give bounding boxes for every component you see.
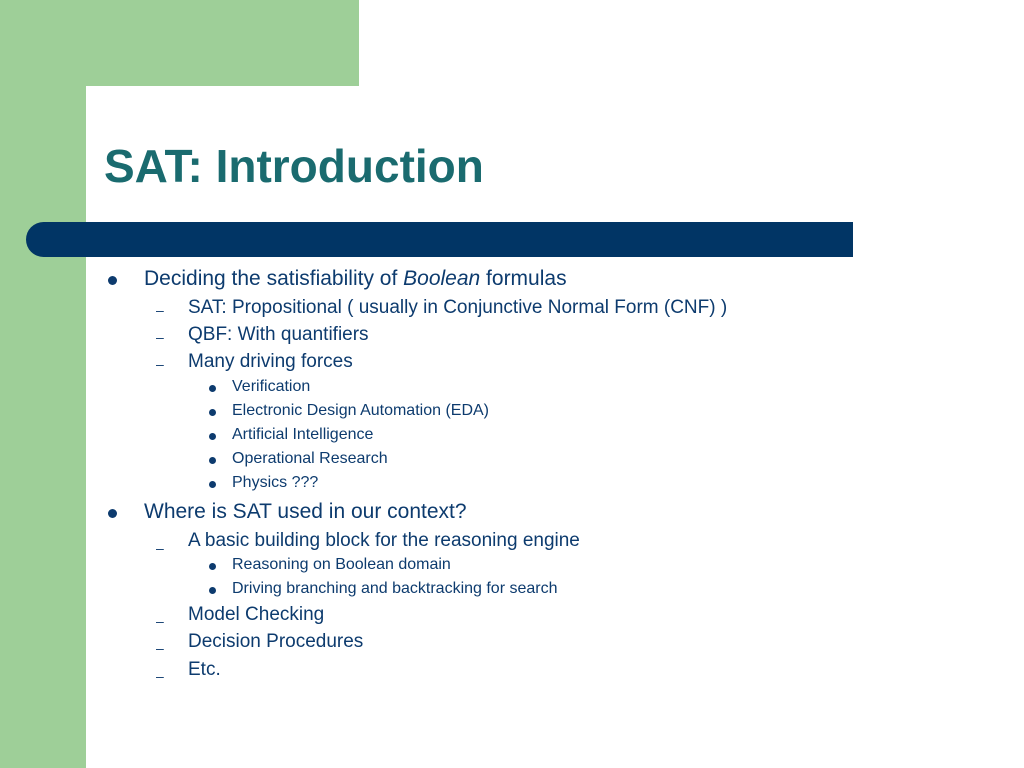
bullet-dot-icon bbox=[209, 481, 216, 488]
list-item-text: Deciding the satisfiability of bbox=[144, 267, 404, 290]
list-item-text: formulas bbox=[480, 267, 567, 290]
list-item-level2: Decision Procedures bbox=[188, 631, 364, 652]
list-item-level3: Operational Research bbox=[232, 450, 388, 467]
list-item-level1: Where is SAT used in our context? bbox=[144, 500, 467, 523]
list-item-level2: QBF: With quantifiers bbox=[188, 324, 369, 345]
bullet-dot-icon bbox=[209, 409, 216, 416]
list-item-level3: Electronic Design Automation (EDA) bbox=[232, 402, 489, 419]
bullet-dot-icon bbox=[209, 457, 216, 464]
dash-icon: – bbox=[156, 640, 164, 656]
list-item-level3: Reasoning on Boolean domain bbox=[232, 556, 451, 573]
list-item-level3: Driving branching and backtracking for search bbox=[232, 580, 558, 597]
dash-icon: – bbox=[156, 540, 164, 556]
dash-icon: – bbox=[156, 329, 164, 345]
list-item-level2: A basic building block for the reasoning engine bbox=[188, 530, 580, 551]
dash-icon: – bbox=[156, 668, 164, 684]
list-item-level2: SAT: Propositional ( usually in Conjunctive Normal Form (CNF) ) bbox=[188, 297, 728, 318]
list-item-level2: Model Checking bbox=[188, 604, 325, 625]
list-item-level2: Many driving forces bbox=[188, 351, 353, 372]
list-item-level3: Artificial Intelligence bbox=[232, 426, 374, 443]
dash-icon: – bbox=[156, 302, 164, 318]
bullet-dot-icon bbox=[108, 276, 117, 285]
bullet-dot-icon bbox=[209, 385, 216, 392]
bullet-dot-icon bbox=[108, 509, 117, 518]
slide-title: SAT: Introduction bbox=[104, 140, 484, 192]
list-item-level3: Verification bbox=[232, 378, 311, 395]
list-item-level3: Physics ??? bbox=[232, 474, 319, 491]
bullet-dot-icon bbox=[209, 587, 216, 594]
list-item-emphasis: Boolean bbox=[403, 267, 481, 290]
list-item-level2: Etc. bbox=[188, 659, 221, 680]
dash-icon: – bbox=[156, 613, 164, 629]
bullet-dot-icon bbox=[209, 433, 216, 440]
list-item-level1 bbox=[144, 267, 567, 291]
dash-icon: – bbox=[156, 356, 164, 372]
bullet-dot-icon bbox=[209, 563, 216, 570]
